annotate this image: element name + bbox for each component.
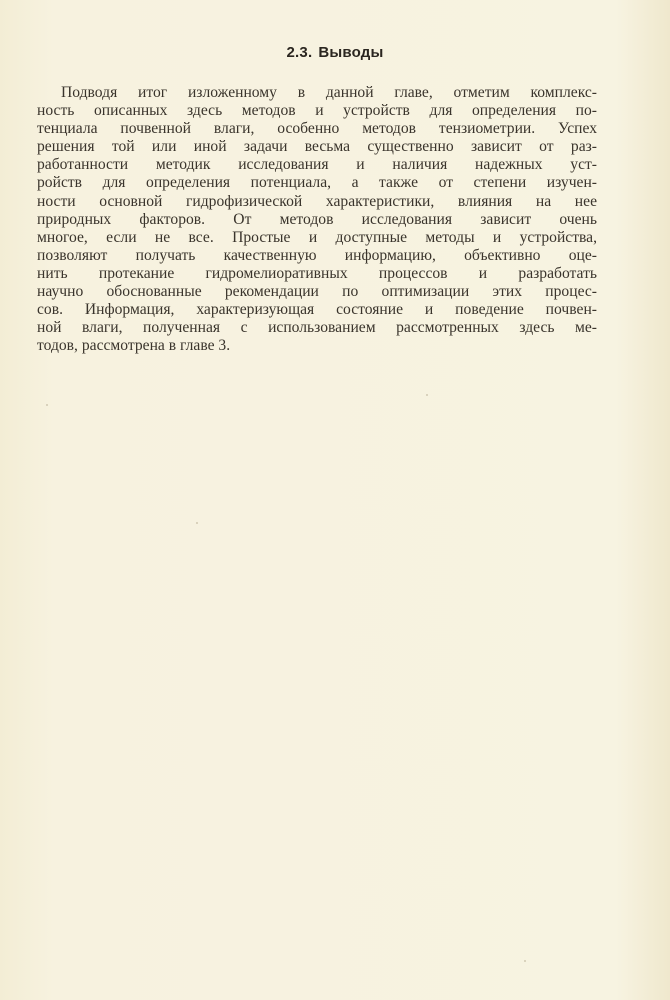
paragraph-line: решения той или иной задачи весьма существенно зависит от раз- — [37, 138, 597, 156]
section-number: 2.3. — [286, 44, 313, 61]
paragraph-line: ности основной гидрофизической характеристики, влияния на нее — [37, 192, 597, 210]
paragraph-line: сов. Информация, характеризующая состояние и поведение почвен- — [37, 301, 597, 319]
conclusion-paragraph — [37, 84, 597, 355]
paper-speck — [524, 960, 526, 962]
paper-speck — [426, 394, 428, 396]
paper-speck — [46, 404, 48, 406]
paragraph-line: ройств для определения потенциала, а также от степени изучен- — [37, 174, 597, 192]
paragraph-line: научно обоснованные рекомендации по оптимизации этих процес- — [37, 283, 597, 301]
section-title: Выводы — [318, 44, 384, 61]
paragraph-line: ной влаги, полученная с использованием рассмотренных здесь ме- — [37, 319, 597, 337]
paragraph-line: позволяют получать качественную информацию, объективно оце- — [37, 246, 597, 264]
paragraph-line: многое, если не все. Простые и доступные методы и устройства, — [37, 228, 597, 246]
paragraph-line: тенциала почвенной влаги, особенно методов тензиометрии. Успех — [37, 120, 597, 138]
paragraph-line: ность описанных здесь методов и устройств для определения по- — [37, 102, 597, 120]
section-heading — [0, 44, 670, 61]
paragraph-line: Подводя итог изложенному в данной главе, отметим комплекс- — [61, 84, 597, 101]
paragraph-line: природных факторов. От методов исследования зависит очень — [37, 210, 597, 228]
paper-speck — [196, 522, 198, 524]
paragraph-line: работанности методик исследования и наличия надежных уст- — [37, 156, 597, 174]
paragraph-line: тодов, рассмотрена в главе 3. — [37, 337, 231, 355]
paragraph-line: нить протекание гидромелиоративных процессов и разработать — [37, 264, 597, 282]
